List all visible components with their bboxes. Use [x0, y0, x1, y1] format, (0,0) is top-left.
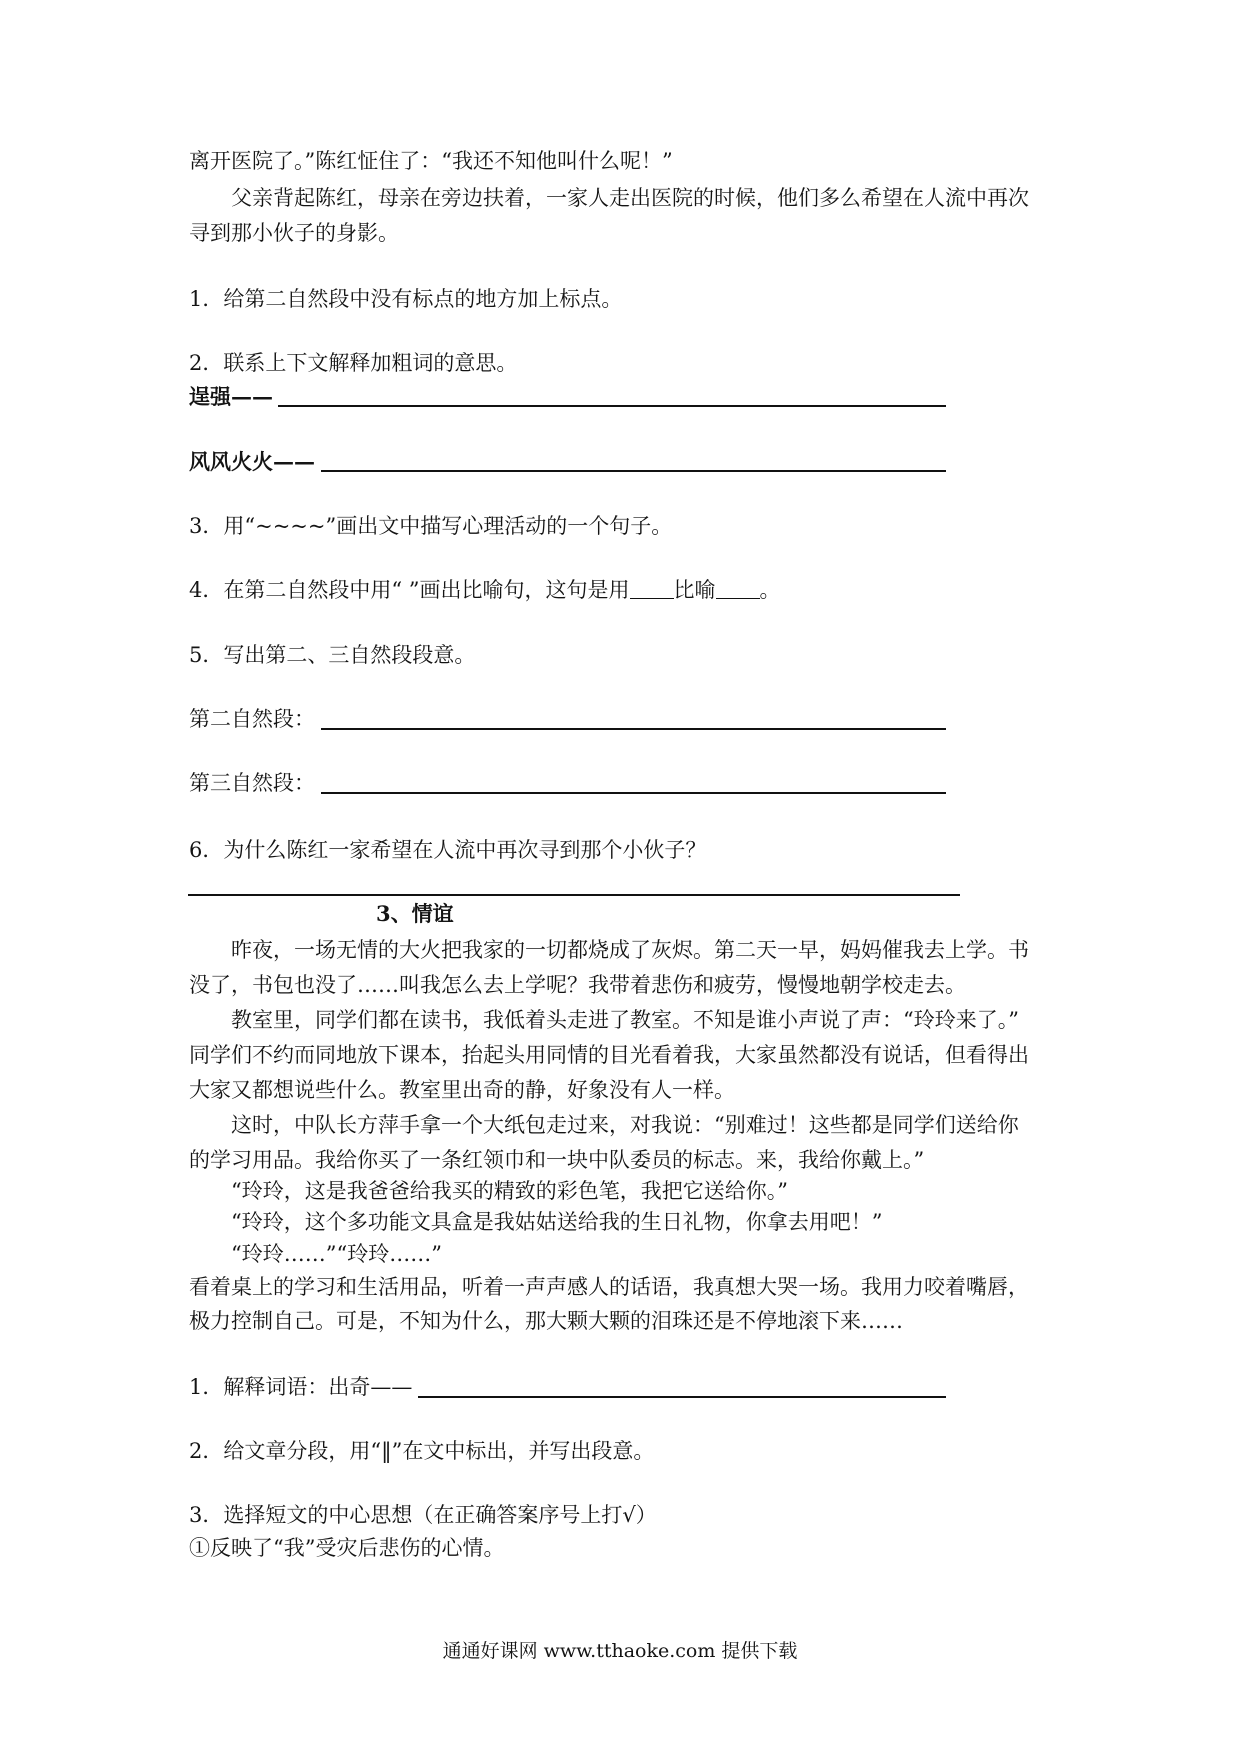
paragraph-2-label: 第二自然段：	[189, 707, 315, 731]
answer-blank[interactable]	[716, 580, 760, 599]
answer-line[interactable]	[321, 728, 946, 730]
question-5: 5．写出第二、三自然段段意。	[189, 643, 476, 667]
section-title: 3、情谊	[376, 901, 454, 926]
question-4-end: 。	[759, 578, 781, 602]
answer-blank[interactable]	[630, 580, 674, 599]
story-line: 父亲背起陈红，母亲在旁边扶着，一家人走出医院的时候，他们多么希望在人流中再次	[231, 186, 1029, 210]
question-3-2: 2．给文章分段，用“‖”在文中标出，并写出段意。	[189, 1439, 655, 1463]
question-4-prefix: 4．在第二自然段中用“ ”画出比喻句，这句是用	[189, 578, 630, 602]
question-3-3: 3．选择短文的中心思想（在正确答案序号上打√）	[189, 1503, 657, 1527]
story-line: “玲玲……”“玲玲……”	[231, 1242, 442, 1266]
question-4-mid: 比喻	[673, 578, 716, 602]
bold-word-1: 逞强——	[189, 384, 273, 409]
footer-credit: 通通好课网 www.tthaoke.com 提供下载	[442, 1640, 798, 1662]
question-3-1: 1．解释词语：出奇——	[189, 1375, 413, 1399]
paragraph-3-label: 第三自然段：	[189, 771, 315, 795]
answer-line[interactable]	[278, 405, 946, 407]
story-line: 寻到那小伙子的身影。	[189, 221, 399, 245]
answer-line[interactable]	[321, 470, 946, 472]
story-line: 的学习用品。我给你买了一条红领巾和一块中队委员的标志。来，我给你戴上。”	[189, 1148, 925, 1172]
story-line: 同学们不约而同地放下课本，抬起头用同情的目光看着我，大家虽然都没有说话，但看得出	[189, 1043, 1029, 1067]
question-1: 1．给第二自然段中没有标点的地方加上标点。	[189, 287, 623, 311]
answer-option-1[interactable]: ①反映了“我”受灾后悲伤的心情。	[189, 1536, 505, 1560]
story-line: 这时，中队长方萍手拿一个大纸包走过来，对我说：“别难过！这些都是同学们送给你	[231, 1113, 1019, 1137]
story-line: 看着桌上的学习和生活用品，听着一声声感人的话语，我真想大哭一场。我用力咬着嘴唇，	[189, 1275, 1029, 1299]
story-line: 昨夜，一场无情的大火把我家的一切都烧成了灰烬。第二天一早，妈妈催我去上学。书	[231, 938, 1029, 962]
question-6: 6．为什么陈红一家希望在人流中再次寻到那个小伙子？	[189, 838, 707, 862]
answer-line[interactable]	[418, 1396, 946, 1398]
bold-word-2: 风风火火——	[189, 449, 315, 474]
story-line: 离开医院了。”陈红怔住了：“我还不知他叫什么呢！”	[189, 149, 673, 173]
story-line: 极力控制自己。可是，不知为什么，那大颗大颗的泪珠还是不停地滚下来……	[189, 1309, 903, 1333]
story-line: 大家又都想说些什么。教室里出奇的静，好象没有人一样。	[189, 1078, 735, 1102]
story-line: “玲玲，这个多功能文具盒是我姑姑送给我的生日礼物，你拿去用吧！”	[231, 1210, 883, 1234]
question-3: 3．用“~~~~”画出文中描写心理活动的一个句子。	[189, 514, 673, 538]
story-line: 没了，书包也没了……叫我怎么去上学呢？我带着悲伤和疲劳，慢慢地朝学校走去。	[189, 973, 966, 997]
story-line: “玲玲，这是我爸爸给我买的精致的彩色笔，我把它送给你。”	[231, 1179, 788, 1203]
question-4	[189, 575, 1059, 605]
answer-line[interactable]	[321, 792, 946, 794]
question-2: 2．联系上下文解释加粗词的意思。	[189, 351, 518, 375]
story-line: 教室里，同学们都在读书，我低着头走进了教室。不知是谁小声说了声：“玲玲来了。”	[231, 1008, 1019, 1032]
answer-line[interactable]	[188, 894, 960, 896]
